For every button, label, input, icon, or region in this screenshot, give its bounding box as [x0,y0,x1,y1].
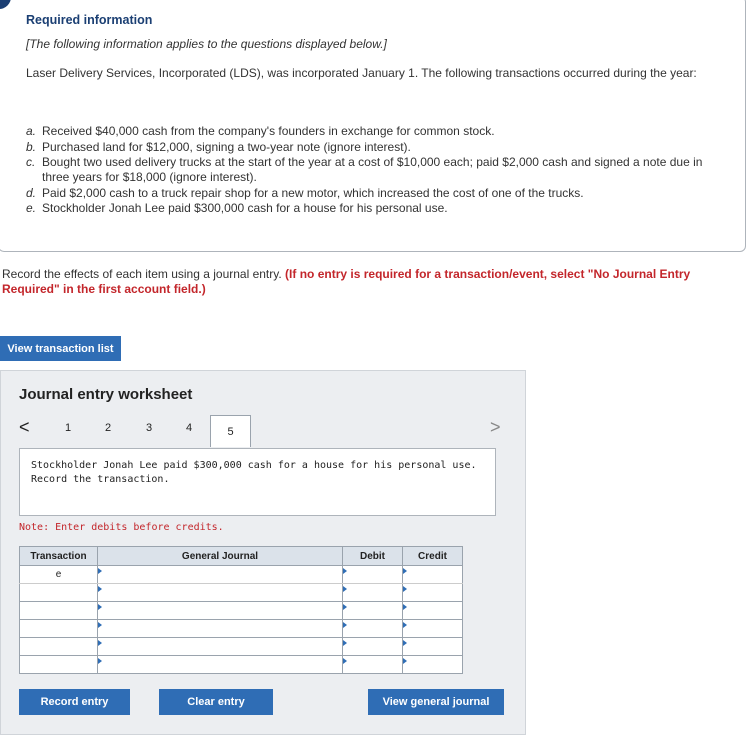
transaction-item-a [26,124,726,139]
transaction-description: Stockholder Jonah Lee paid $300,000 cash for a house for his personal use. Record the transaction. [19,448,496,516]
instruction-warning: (If no entry is required for a transaction/event, select "No Journal Entry Required" in the first account field.) [2,267,691,296]
journal-table [19,546,463,674]
view-transaction-list-button[interactable]: View transaction list [0,336,121,361]
credit-field[interactable] [403,656,463,674]
worksheet-title: Journal entry worksheet [19,386,193,403]
transaction-text: Paid $2,000 cash to a truck repair shop for a new motor, which increased the cost of one of the trucks. [42,185,584,200]
record-entry-button[interactable]: Record entry [19,689,130,715]
chevron-right-icon[interactable]: > [490,417,501,437]
debit-credit-note: Note: Enter debits before credits. [19,522,224,533]
credit-field[interactable] [403,602,463,620]
account-select[interactable] [98,638,343,656]
account-input[interactable] [98,584,342,601]
debit-input[interactable] [343,584,402,601]
debit-field[interactable] [343,638,403,656]
journal-entry-worksheet [0,370,526,735]
credit-field[interactable] [403,584,463,602]
account-select[interactable] [98,584,343,602]
column-header-credit: Credit [403,547,463,566]
info-title: Required information [26,13,153,27]
table-row [20,584,463,602]
account-input[interactable] [98,566,342,583]
transaction-cell [20,638,98,656]
debit-input[interactable] [343,620,402,637]
panel-corner-badge [0,0,11,9]
view-general-journal-button[interactable]: View general journal [368,689,504,715]
column-header-transaction: Transaction [20,547,98,566]
transaction-text: Bought two used delivery trucks at the start of the year at a cost of $10,000 each; paid $2,000 cash and signed a note due in three years for $18,000 (ignore interest). [42,155,703,184]
credit-field[interactable] [403,620,463,638]
debit-input[interactable] [343,602,402,619]
credit-field[interactable] [403,638,463,656]
account-select[interactable] [98,566,343,584]
account-input[interactable] [98,620,342,637]
credit-input[interactable] [403,566,462,583]
credit-input[interactable] [403,620,462,637]
transaction-letter: e. [26,201,37,215]
chevron-left-icon[interactable]: < [19,417,30,437]
account-select[interactable] [98,602,343,620]
account-input[interactable] [98,638,342,655]
transaction-item-b [26,140,726,155]
transaction-cell [20,656,98,674]
account-input[interactable] [98,656,342,673]
credit-input[interactable] [403,638,462,655]
instruction-text [2,267,732,297]
debit-field[interactable] [343,566,403,584]
transaction-item-c [26,155,726,185]
info-intro: Laser Delivery Services, Incorporated (LDS), was incorporated January 1. The following transactions occurred during the year: [26,66,697,80]
transaction-letter: b. [26,139,37,154]
table-row [20,620,463,638]
transaction-letter: a. [26,124,37,138]
debit-field[interactable] [343,656,403,674]
transaction-letter: d. [26,185,37,200]
page-tab-5-active[interactable]: 5 [210,415,251,447]
instruction-main: Record the effects of each item using a journal entry. [2,267,286,281]
transaction-item-e [26,201,726,216]
debit-input[interactable] [343,656,402,673]
page-tab-4[interactable]: 4 [186,422,193,434]
account-select[interactable] [98,620,343,638]
page-tab-2[interactable]: 2 [105,422,112,434]
transaction-text: Stockholder Jonah Lee paid $300,000 cash for a house for his personal use. [42,201,448,215]
info-subtitle: [The following information applies to the questions displayed below.] [26,37,387,51]
transaction-cell: e [20,566,98,584]
transaction-list [26,124,726,217]
transaction-cell [20,602,98,620]
column-header-debit: Debit [343,547,403,566]
transaction-text: Received $40,000 cash from the company's founders in exchange for common stock. [42,124,495,138]
journal-header-row [20,547,463,566]
clear-entry-button[interactable]: Clear entry [159,689,273,715]
credit-field[interactable] [403,566,463,584]
credit-input[interactable] [403,602,462,619]
account-input[interactable] [98,602,342,619]
transaction-letter: c. [26,155,36,169]
transaction-text: Purchased land for $12,000, signing a two-year note (ignore interest). [42,139,411,154]
page-tab-3[interactable]: 3 [146,422,153,434]
required-information-panel [0,0,746,252]
debit-input[interactable] [343,638,402,655]
credit-input[interactable] [403,584,462,601]
transaction-item-d [26,186,726,201]
credit-input[interactable] [403,656,462,673]
transaction-cell [20,620,98,638]
table-row [20,566,463,584]
debit-input[interactable] [343,566,402,583]
debit-field[interactable] [343,620,403,638]
column-header-general-journal: General Journal [98,547,343,566]
table-row [20,656,463,674]
transaction-cell [20,584,98,602]
table-row [20,638,463,656]
debit-field[interactable] [343,602,403,620]
table-row [20,602,463,620]
page-tab-1[interactable]: 1 [65,422,72,434]
account-select[interactable] [98,656,343,674]
debit-field[interactable] [343,584,403,602]
